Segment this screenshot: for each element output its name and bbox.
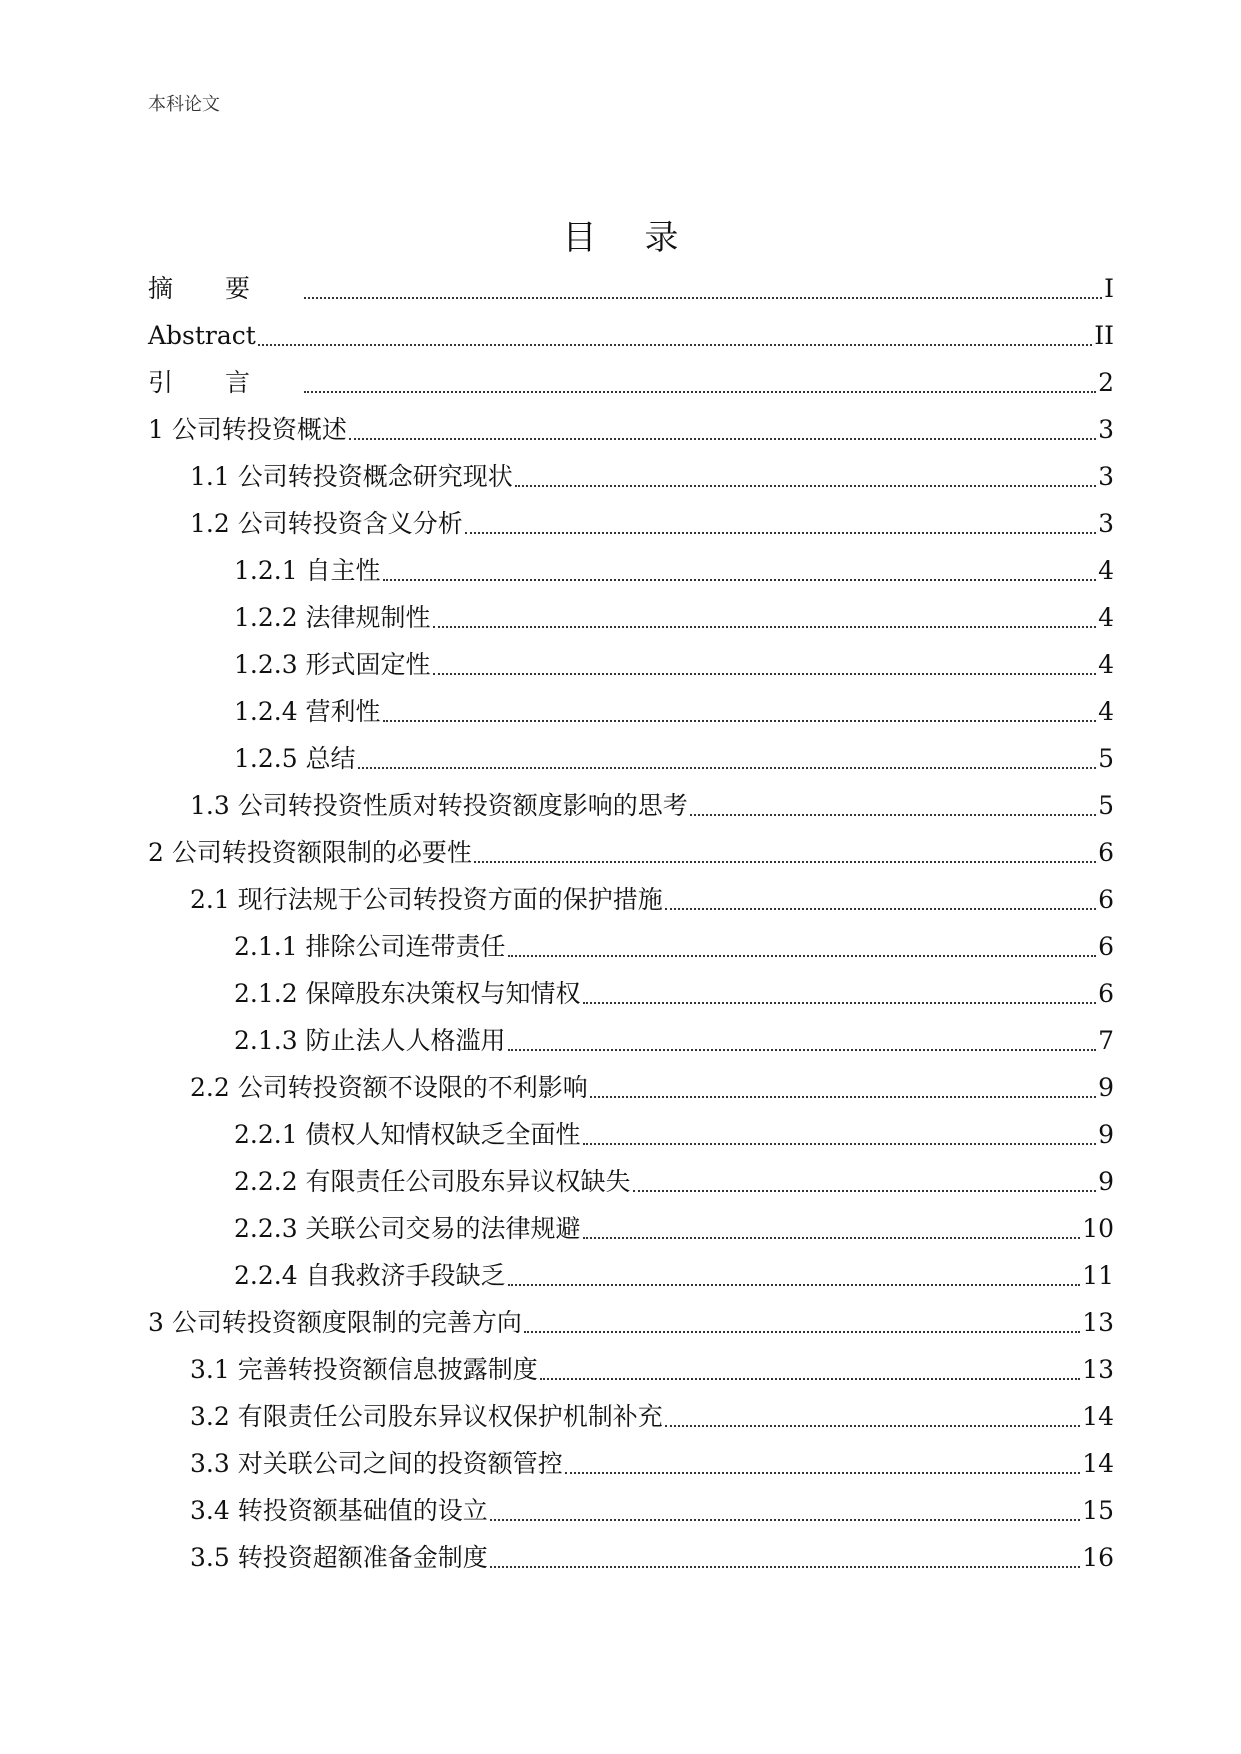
toc-entry-page-number: 5: [1098, 791, 1114, 820]
toc-dot-leader: [258, 344, 1092, 346]
toc-entry-page-number: 13: [1082, 1308, 1114, 1337]
toc-dot-leader: [515, 485, 1096, 487]
toc-dot-leader: [304, 391, 1096, 393]
toc-entry-page-number: 6: [1098, 838, 1114, 867]
toc-dot-leader: [583, 1002, 1097, 1004]
toc-dot-leader: [633, 1190, 1097, 1192]
toc-entry[interactable]: [148, 500, 1114, 547]
toc-entry-page-number: II: [1094, 321, 1114, 350]
toc-dot-leader: [665, 908, 1096, 910]
toc-entry-page-number: 9: [1098, 1120, 1114, 1149]
toc-entry[interactable]: [148, 735, 1114, 782]
toc-entry-label: 2.1.1 排除公司连带责任: [234, 932, 506, 961]
toc-entry[interactable]: [148, 453, 1114, 500]
toc-entry-page-number: 2: [1098, 368, 1114, 397]
toc-entry-label: 3 公司转投资额度限制的完善方向: [148, 1308, 522, 1337]
toc-entry[interactable]: [148, 641, 1114, 688]
toc-entry-label: 3.4 转投资额基础值的设立: [190, 1496, 488, 1525]
toc-entry[interactable]: [148, 406, 1114, 453]
toc-entry-label: 引言: [148, 368, 303, 397]
toc-dot-leader: [690, 814, 1096, 816]
toc-dot-leader: [565, 1472, 1080, 1474]
toc-entry[interactable]: [148, 1346, 1114, 1393]
toc-entry-label: 2.2.4 自我救济手段缺乏: [234, 1261, 506, 1290]
toc-entry-page-number: 6: [1098, 932, 1114, 961]
toc-entry[interactable]: [148, 782, 1114, 829]
toc-entry[interactable]: [148, 1299, 1114, 1346]
toc-entry-page-number: 3: [1098, 415, 1114, 444]
toc-entry-page-number: 4: [1098, 697, 1114, 726]
table-of-contents: [148, 265, 1114, 1581]
toc-entry[interactable]: [148, 547, 1114, 594]
toc-entry[interactable]: [148, 829, 1114, 876]
toc-dot-leader: [383, 579, 1097, 581]
toc-dot-leader: [524, 1331, 1080, 1333]
toc-entry-label: 2.2.2 有限责任公司股东异议权缺失: [234, 1167, 631, 1196]
toc-entry-label: 1.2.4 营利性: [234, 697, 381, 726]
toc-dot-leader: [490, 1519, 1080, 1521]
toc-entry-label: 2.1.2 保障股东决策权与知情权: [234, 979, 581, 1008]
toc-entry-page-number: 14: [1082, 1402, 1114, 1431]
toc-entry-label: 2.2 公司转投资额不设限的不利影响: [190, 1073, 588, 1102]
toc-dot-leader: [508, 955, 1097, 957]
toc-entry-page-number: 9: [1098, 1073, 1114, 1102]
toc-entry[interactable]: [148, 876, 1114, 923]
toc-dot-leader: [583, 1237, 1081, 1239]
toc-entry[interactable]: [148, 1487, 1114, 1534]
toc-entry-label: 3.3 对关联公司之间的投资额管控: [190, 1449, 563, 1478]
running-header: 本科论文: [148, 94, 220, 115]
toc-entry-label: 1.2.5 总结: [234, 744, 356, 773]
toc-entry-label: 2.2.3 关联公司交易的法律规避: [234, 1214, 581, 1243]
toc-entry[interactable]: [148, 1393, 1114, 1440]
toc-entry-page-number: 10: [1082, 1214, 1114, 1243]
toc-entry-page-number: 9: [1098, 1167, 1114, 1196]
toc-title: 目录: [562, 218, 727, 258]
toc-entry-label: 1.2.3 形式固定性: [234, 650, 431, 679]
toc-dot-leader: [490, 1566, 1080, 1568]
toc-entry-page-number: 14: [1082, 1449, 1114, 1478]
toc-entry-page-number: 13: [1082, 1355, 1114, 1384]
toc-entry[interactable]: [148, 359, 1114, 406]
toc-entry[interactable]: [148, 688, 1114, 735]
toc-entry-page-number: 3: [1098, 509, 1114, 538]
toc-entry[interactable]: [148, 1064, 1114, 1111]
toc-dot-leader: [358, 767, 1097, 769]
toc-entry-page-number: 3: [1098, 462, 1114, 491]
toc-dot-leader: [433, 673, 1097, 675]
toc-entry[interactable]: [148, 312, 1114, 359]
toc-entry-label: 3.2 有限责任公司股东异议权保护机制补充: [190, 1402, 663, 1431]
toc-entry-label: 1.2.2 法律规制性: [234, 603, 431, 632]
toc-dot-leader: [665, 1425, 1080, 1427]
toc-entry-label: 3.5 转投资超额准备金制度: [190, 1543, 488, 1572]
toc-dot-leader: [590, 1096, 1096, 1098]
toc-entry[interactable]: [148, 1158, 1114, 1205]
toc-entry-label: 摘要: [148, 274, 303, 303]
toc-entry-page-number: 6: [1098, 979, 1114, 1008]
toc-entry-label: 1.3 公司转投资性质对转投资额度影响的思考: [190, 791, 688, 820]
toc-dot-leader: [540, 1378, 1080, 1380]
toc-entry-page-number: I: [1104, 274, 1114, 303]
toc-entry-page-number: 5: [1098, 744, 1114, 773]
toc-entry-label: 1.2.1 自主性: [234, 556, 381, 585]
toc-entry[interactable]: [148, 594, 1114, 641]
toc-entry-label: 1 公司转投资概述: [148, 415, 347, 444]
toc-entry-page-number: 11: [1082, 1261, 1114, 1290]
toc-entry[interactable]: [148, 923, 1114, 970]
toc-dot-leader: [465, 532, 1096, 534]
toc-entry[interactable]: [148, 1111, 1114, 1158]
toc-dot-leader: [583, 1143, 1097, 1145]
toc-entry[interactable]: [148, 1017, 1114, 1064]
toc-entry-page-number: 4: [1098, 603, 1114, 632]
toc-entry[interactable]: [148, 1440, 1114, 1487]
toc-dot-leader: [433, 626, 1097, 628]
toc-entry[interactable]: [148, 1534, 1114, 1581]
toc-entry-page-number: 15: [1082, 1496, 1114, 1525]
toc-entry-page-number: 4: [1098, 556, 1114, 585]
toc-dot-leader: [474, 861, 1096, 863]
toc-entry-label: 1.1 公司转投资概念研究现状: [190, 462, 513, 491]
toc-entry[interactable]: [148, 970, 1114, 1017]
toc-entry-page-number: 16: [1082, 1543, 1114, 1572]
toc-dot-leader: [383, 720, 1097, 722]
toc-entry-label: 2.1.3 防止法人人格滥用: [234, 1026, 506, 1055]
toc-entry-label: 1.2 公司转投资含义分析: [190, 509, 463, 538]
toc-entry[interactable]: [148, 265, 1114, 312]
toc-entry-label: 3.1 完善转投资额信息披露制度: [190, 1355, 538, 1384]
toc-entry-label: 2.1 现行法规于公司转投资方面的保护措施: [190, 885, 663, 914]
toc-entry-label: 2 公司转投资额限制的必要性: [148, 838, 472, 867]
toc-entry-page-number: 7: [1098, 1026, 1114, 1055]
toc-entry-label: Abstract: [148, 321, 256, 350]
toc-dot-leader: [304, 297, 1102, 299]
toc-entry-page-number: 6: [1098, 885, 1114, 914]
toc-entry[interactable]: [148, 1205, 1114, 1252]
toc-entry-label: 2.2.1 债权人知情权缺乏全面性: [234, 1120, 581, 1149]
toc-entry-page-number: 4: [1098, 650, 1114, 679]
toc-dot-leader: [508, 1049, 1097, 1051]
toc-entry[interactable]: [148, 1252, 1114, 1299]
toc-dot-leader: [349, 438, 1096, 440]
toc-dot-leader: [508, 1284, 1081, 1286]
